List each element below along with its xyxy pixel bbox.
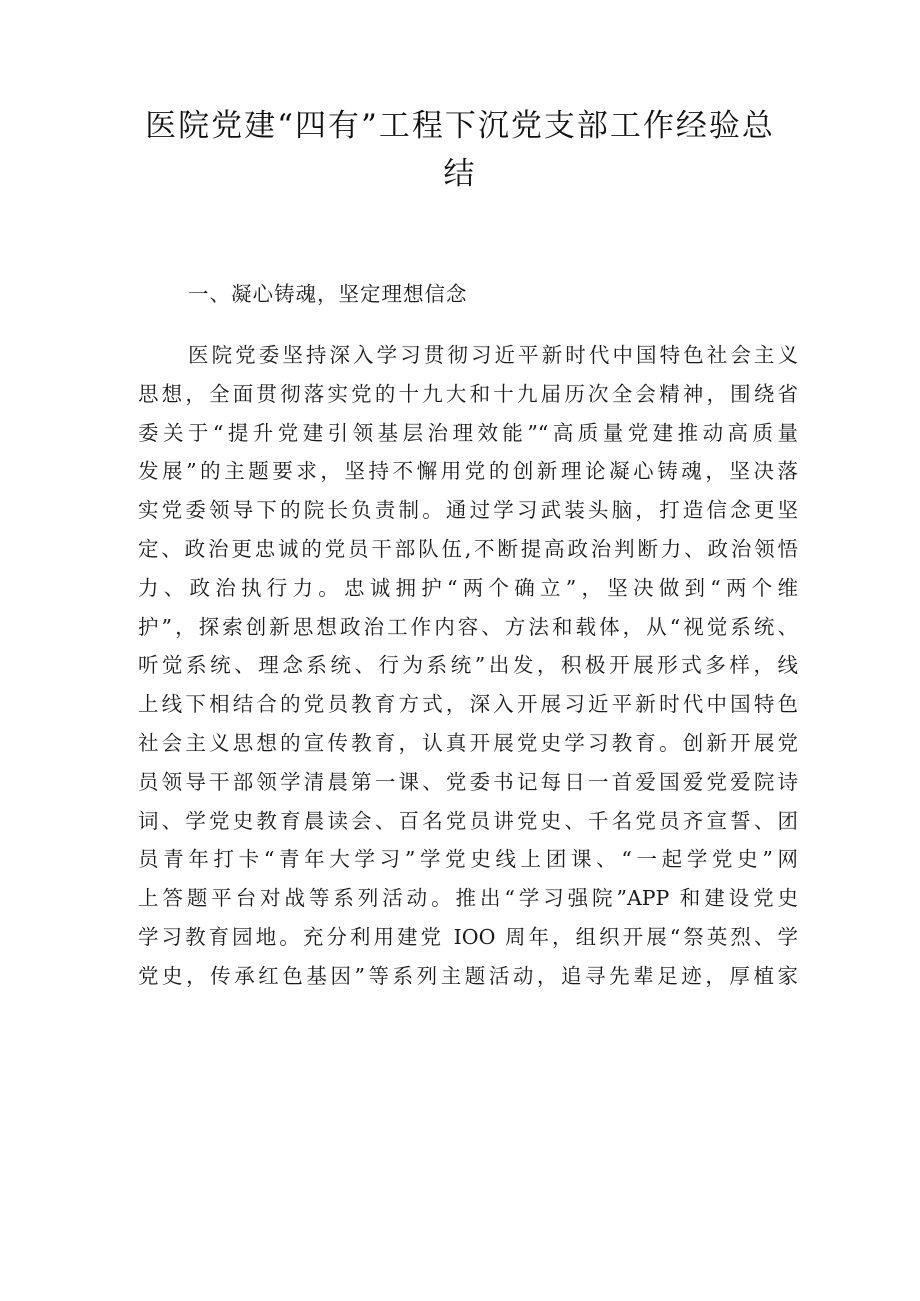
paragraph-line: 词、学党史教育晨读会、百名党员讲党史、千名党员齐宣誓、团 — [138, 808, 798, 833]
document-title: 医院党建“四有”工程下沉党支部工作经验总结 — [145, 108, 775, 192]
section-heading: 一、凝心铸魂，坚定理想信念 — [188, 282, 468, 306]
paragraph-line: 上答题平台对战等系列活动。推出“学习强院”APP 和建设党史 — [138, 886, 798, 911]
paragraph-line: 委关于“提升党建引领基层治理效能”“高质量党建推动高质量 — [138, 420, 798, 445]
paragraph-line: 党史，传承红色基因”等系列主题活动，追寻先辈足迹，厚植家 — [138, 963, 798, 988]
paragraph-line: 实党委领导下的院长负责制。通过学习武装头脑，打造信念更坚 — [138, 498, 798, 523]
paragraph-line: 思想，全面贯彻落实党的十九大和十九届历次全会精神，围绕省 — [138, 381, 798, 406]
paragraph-line: 上线下相结合的党员教育方式，深入开展习近平新时代中国特色 — [138, 692, 798, 717]
paragraph-line: 护”，探索创新思想政治工作内容、方法和载体，从“视觉系统、 — [138, 614, 798, 639]
paragraph-line: 社会主义思想的宣传教育，认真开展党史学习教育。创新开展党 — [138, 730, 798, 755]
paragraph-line: 发展”的主题要求，坚持不懈用党的创新理论凝心铸魂，坚决落 — [138, 459, 798, 484]
paragraph-line: 员青年打卡“青年大学习”学党史线上团课、“一起学党史”网 — [138, 847, 798, 872]
body-paragraph — [138, 336, 798, 996]
paragraph-line: 医院党委坚持深入学习贯彻习近平新时代中国特色社会主义 — [188, 343, 798, 367]
paragraph-line: 学习教育园地。充分利用建党 IOO 周年，组织开展“祭英烈、学 — [138, 924, 798, 949]
paragraph-line: 员领导干部领学清晨第一课、党委书记每日一首爱国爱党爱院诗 — [138, 769, 798, 794]
paragraph-line: 力、政治执行力。忠诚拥护“两个确立”，坚决做到“两个维 — [138, 575, 798, 600]
paragraph-line: 听觉系统、理念系统、行为系统”出发，积极开展形式多样，线 — [138, 653, 798, 678]
paragraph-line: 定、政治更忠诚的党员干部队伍,不断提高政治判断力、政治领悟 — [138, 536, 798, 561]
